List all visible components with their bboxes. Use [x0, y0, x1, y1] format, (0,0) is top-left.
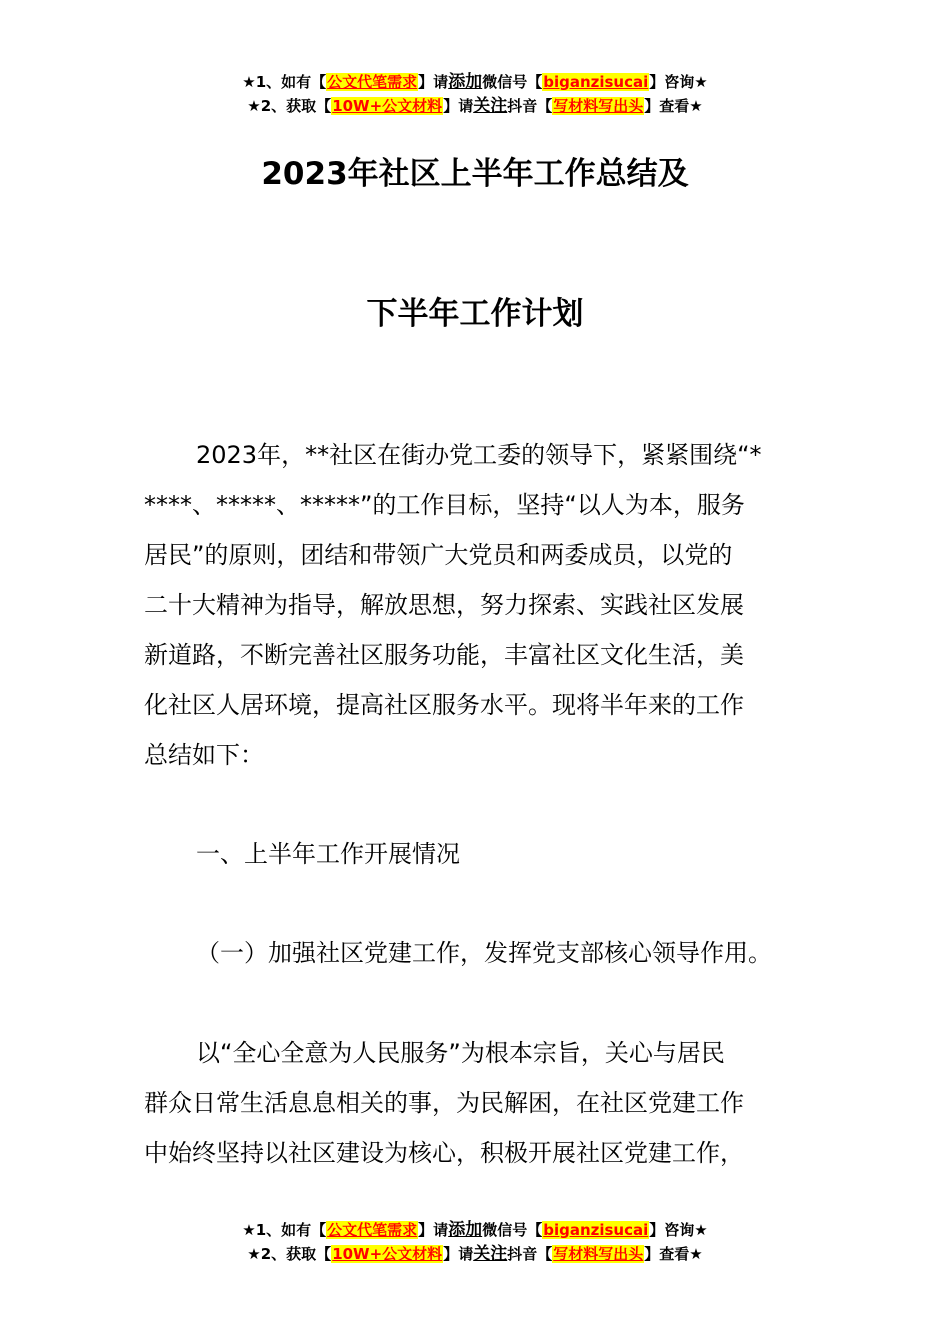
banner-text: 】咨询★ — [649, 73, 708, 91]
banner-highlight: biganzisucai — [543, 1221, 649, 1239]
banner-text: ★2、获取【 — [247, 97, 332, 115]
text-line: 居民”的原则，团结和带领广大党员和两委成员，以党的 — [144, 541, 733, 569]
banner-text: 】请 — [418, 1221, 449, 1239]
text-line: 中始终坚持以社区建设为核心，积极开展社区党建工作， — [144, 1139, 744, 1167]
banner-underline: 关注 — [473, 96, 508, 116]
banner-highlight: 10W+公文材料 — [332, 1245, 443, 1263]
banner-highlight: 10W+公文材料 — [332, 97, 443, 115]
text-line: 以“全心全意为人民服务”为根本宗旨，关心与居民 — [196, 1039, 725, 1067]
banner-highlight: 写材料写出头 — [553, 1245, 644, 1263]
text-line: 二十大精神为指导，解放思想，努力探索、实践社区发展 — [144, 591, 744, 619]
heading-text: 一、上半年工作开展情况 — [196, 840, 460, 868]
banner-text: ★1、如有【 — [242, 1221, 327, 1239]
banner-highlight: 公文代笔需求 — [327, 1221, 418, 1239]
banner-text: 】咨询★ — [649, 1221, 708, 1239]
intro-paragraph — [144, 430, 806, 780]
banner-line-2 — [0, 1242, 950, 1266]
banner-text: 微信号【 — [482, 73, 543, 91]
text-line: 2023年，**社区在街办党工委的领导下，紧紧围绕“* — [196, 441, 762, 469]
text-line: ****、*****、*****”的工作目标，坚持“以人为本，服务 — [144, 491, 745, 519]
banner-highlight: 公文代笔需求 — [327, 73, 418, 91]
text-line: 新道路，不断完善社区服务功能，丰富社区文化生活，美 — [144, 641, 744, 669]
text-line: 总结如下： — [144, 741, 264, 769]
banner-text: 微信号【 — [482, 1221, 543, 1239]
banner-text: 】查看★ — [644, 97, 703, 115]
doc-title-line-1: 2023年社区上半年工作总结及 — [261, 156, 689, 192]
banner-underline: 关注 — [473, 1244, 508, 1264]
top-banner — [0, 70, 950, 118]
doc-title-line-2: 下半年工作计划 — [366, 296, 584, 332]
banner-line-1 — [0, 1218, 950, 1242]
banner-text: ★2、获取【 — [247, 1245, 332, 1263]
banner-text: 】查看★ — [644, 1245, 703, 1263]
bottom-banner — [0, 1218, 950, 1266]
banner-text: ★1、如有【 — [242, 73, 327, 91]
text-line: 化社区人居环境，提高社区服务水平。现将半年来的工作 — [144, 691, 744, 719]
banner-text: 抖音【 — [507, 97, 553, 115]
body-paragraph — [144, 1028, 806, 1178]
text-line: 群众日常生活息息相关的事，为民解困，在社区党建工作 — [144, 1089, 744, 1117]
subsection-heading — [144, 928, 806, 978]
banner-text: 】请 — [443, 97, 474, 115]
banner-text: 抖音【 — [507, 1245, 553, 1263]
banner-underline: 添加 — [448, 72, 483, 92]
banner-line-1 — [0, 70, 950, 94]
banner-line-2 — [0, 94, 950, 118]
banner-text: 】请 — [443, 1245, 474, 1263]
section-heading — [144, 829, 806, 879]
heading-text: （一）加强社区党建工作，发挥党支部核心领导作用。 — [196, 939, 772, 967]
banner-highlight: biganzisucai — [543, 73, 649, 91]
banner-text: 】请 — [418, 73, 449, 91]
banner-highlight: 写材料写出头 — [553, 97, 644, 115]
banner-underline: 添加 — [448, 1220, 483, 1240]
